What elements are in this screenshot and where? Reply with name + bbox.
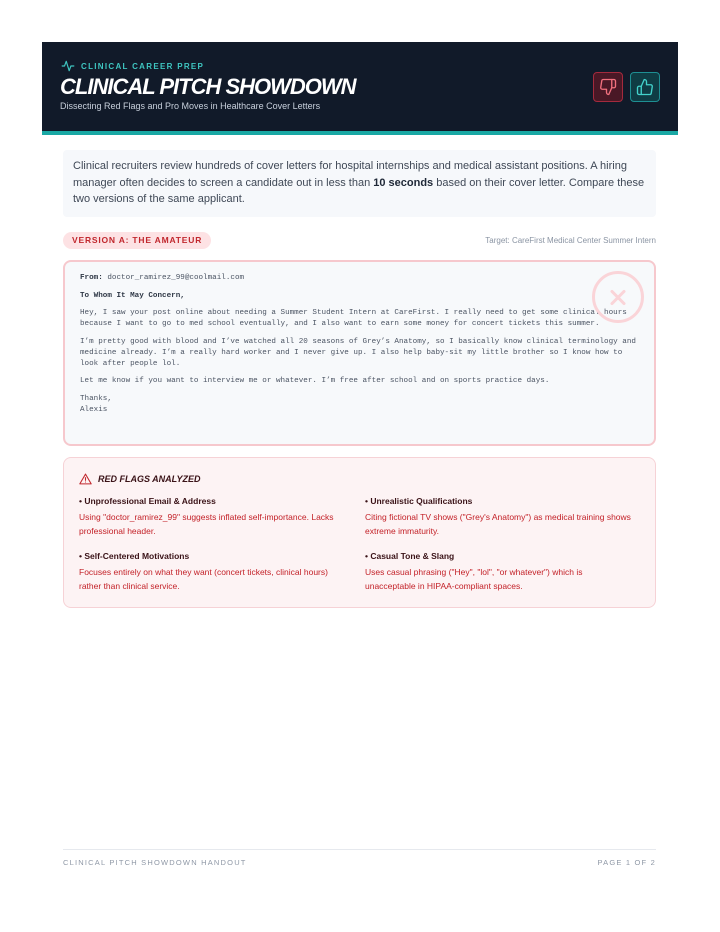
red-flag-title: • Unprofessional Email & Address [79,496,216,506]
thumbs-down-icon [599,78,617,96]
page-number: PAGE 1 OF 2 [597,858,656,867]
intro-text-end: based on their cover letter. Compare these two versions of the same applicant. [73,176,645,205]
thumbs-up-icon [636,78,654,96]
target-label: Target: CareFirst Medical Center Summer Intern [485,236,656,245]
letter-paragraph: Let me know if you want to interview me or whatever. I’m free after school and on sports practice days. [80,377,550,385]
letter-signoff: Thanks, [80,394,112,403]
cover-letter-card [63,260,656,446]
page-header [42,42,678,135]
letter-from-line [80,273,639,284]
thumbs-up-button[interactable] [630,72,660,102]
red-flags-title: RED FLAGS ANALYZED [98,474,201,484]
thumbs-down-button[interactable] [593,72,623,102]
red-flags-header [79,473,201,485]
letter-closing [80,394,639,416]
red-flag-description: Citing fictional TV shows ("Grey's Anatomy") as medical training shows extreme immaturity. [365,512,631,536]
footer-title: CLINICAL PITCH SHOWDOWN HANDOUT [63,858,247,867]
kicker-row [61,59,204,73]
red-flag-description: Using "doctor_ramirez_99" suggests inflated self-importance. Lacks professional header. [79,512,334,536]
from-value: doctor_ramirez_99@coolmail.com [107,274,245,282]
red-flag-title: • Casual Tone & Slang [365,551,455,561]
red-flag-title: • Self-Centered Motivations [79,551,190,561]
letter-paragraph: Hey, I saw your post online about needing a Summer Student Intern at CareFirst. I really need to get some clinical hours because I want to go to med school eventually, and I also want to earn some money for concert tickets this summer. [80,309,627,328]
page-title: CLINICAL PITCH SHOWDOWN [60,74,356,99]
page-subtitle: Dissecting Red Flags and Pro Moves in Healthcare Cover Letters [60,101,321,111]
letter-signature: Alexis [80,405,108,414]
letter-greeting: To Whom It May Concern, [80,291,185,300]
red-flag-description: Focuses entirely on what they want (concert tickets, clinical hours) rather than clinical service. [79,567,328,591]
intro-emphasis: 10 seconds [373,176,434,189]
red-flag-item [79,551,349,593]
letter-paragraph: I’m pretty good with blood and I’ve watched all 20 seasons of Grey’s Anatomy, so I basically know clinical terminology and medicine already. I’m a really hard worker and I never give up. I also help baby-sit my little brother so I know how to look after people lol. [80,337,636,368]
footer-divider [63,849,656,850]
intro-text-start: Clinical recruiters review hundreds of cover letters for hospital internships and medical assistant positions. A hiring manager often decides to screen a candidate out in less than [73,160,627,189]
red-flag-title: • Unrealistic Qualifications [365,496,473,506]
warning-icon [79,473,92,485]
red-flag-item [79,496,349,538]
from-label: From: [80,274,103,282]
pulse-icon [61,59,75,73]
version-badge: VERSION A: THE AMATEUR [63,232,211,249]
red-flag-item [365,551,635,593]
intro-callout [63,150,656,217]
red-flag-description: Uses casual phrasing ("Hey", "lol", "or whatever") which is unacceptable in HIPAA-compliant spaces. [365,567,583,591]
red-flags-panel [63,457,656,608]
kicker-label: CLINICAL CAREER PREP [81,61,205,71]
red-flag-item [365,496,635,538]
reject-stamp-icon [592,271,644,323]
